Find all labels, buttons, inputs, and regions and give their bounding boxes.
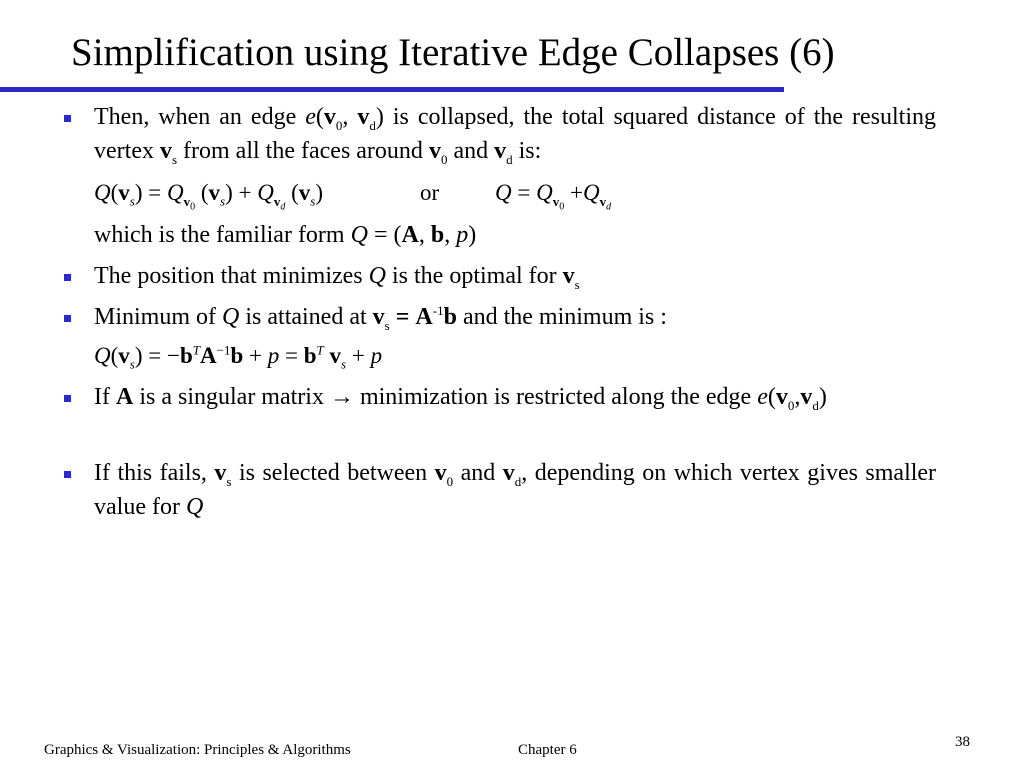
- math-sub-s: s: [129, 193, 135, 209]
- math-q: Q: [94, 343, 111, 368]
- math-q: Q: [257, 180, 274, 205]
- math-sub-s: s: [310, 193, 316, 209]
- subscript-s: s: [171, 151, 178, 167]
- minus-sign: −: [167, 343, 180, 368]
- bullet-marker: [64, 115, 71, 122]
- title-underline: [0, 87, 784, 92]
- bullet-3-text: and the minimum is :: [462, 304, 667, 330]
- bullet-1-text: is:: [518, 138, 542, 164]
- formula-or: or: [420, 180, 440, 205]
- bullet-3: [94, 300, 936, 334]
- math-v: v: [208, 180, 221, 205]
- bullet-5-text: is selected between: [238, 460, 428, 486]
- subscript-d: d: [812, 397, 819, 413]
- bullet-marker: [64, 471, 71, 478]
- bullet-3-text: Minimum of: [94, 304, 217, 330]
- math-q: Q: [185, 494, 204, 520]
- formula-short-form: $Q = Q_{v_0} +Q_{v_d}$: [495, 180, 612, 213]
- math-p: p: [267, 343, 280, 368]
- vector-v: v: [494, 138, 507, 164]
- math-p: p: [370, 343, 383, 368]
- math-b: b: [230, 343, 244, 368]
- math-v: v: [118, 180, 130, 205]
- math-v: v: [273, 193, 281, 209]
- subscript-0: 0: [446, 473, 454, 489]
- right-arrow-icon: →: [329, 384, 354, 410]
- transpose-mark: T: [192, 342, 201, 358]
- math-sub-s: s: [341, 356, 347, 372]
- math-q: Q: [495, 180, 512, 205]
- matrix-a: A: [401, 222, 419, 248]
- bullet-1-text: from all the faces around: [183, 138, 423, 164]
- math-v: v: [298, 180, 311, 205]
- bullet-2-text: The position that minimizes: [94, 263, 363, 289]
- matrix-a: A: [415, 304, 433, 330]
- bullet-1-text: Then, when an edge: [94, 104, 297, 130]
- bullet-4-text: is a singular matrix: [139, 384, 324, 410]
- inverse-mark: −1: [216, 342, 231, 358]
- math-a: A: [200, 343, 217, 368]
- vector-v: v: [159, 138, 172, 164]
- bullet-5-text: , depending on which vertex gives smaller value for: [94, 460, 937, 520]
- bullet-marker: [64, 395, 71, 402]
- math-q: Q: [536, 180, 553, 205]
- math-v: v: [552, 193, 560, 209]
- bullet-1-text: and: [453, 138, 489, 164]
- subscript-0: 0: [335, 117, 343, 133]
- footer-course-title: Graphics & Visualization: Principles & Algorithms: [44, 742, 351, 758]
- vector-v: v: [562, 263, 575, 289]
- vector-b: b: [443, 304, 457, 330]
- subscript-d: d: [369, 117, 376, 133]
- math-v: v: [599, 193, 607, 209]
- formula-sum-of-quadrics: $Q(v_s) = Q_{v_0}$ $(v_s) + Q_{v_d}$ $(v_s)$: [94, 180, 324, 213]
- bullet-2: [94, 259, 936, 293]
- math-v: v: [118, 343, 130, 368]
- vector-v: v: [800, 384, 813, 410]
- math-b: b: [303, 343, 317, 368]
- edge-symbol: e: [305, 104, 316, 130]
- superscript-inverse: -1: [432, 303, 444, 318]
- matrix-a: A: [115, 384, 134, 410]
- math-sub-0: 0: [559, 201, 565, 213]
- slide-title: Simplification using Iterative Edge Collapses (6): [71, 31, 835, 74]
- equals-sign: =: [395, 304, 410, 330]
- bullet-1-text: is collapsed, the total squared distance of the resulting vertex: [94, 104, 936, 164]
- vector-b: b: [430, 222, 445, 248]
- vector-v: v: [775, 384, 788, 410]
- bullet-4-text: If: [94, 384, 110, 410]
- subscript-d: d: [506, 151, 513, 167]
- vector-v: v: [214, 460, 227, 486]
- bullet-2-text: is the optimal for: [391, 263, 557, 289]
- subscript-s: s: [384, 317, 390, 333]
- bullet-marker: [64, 315, 71, 322]
- bullet-marker: [64, 274, 71, 281]
- familiar-form-text: which is the familiar form: [94, 222, 345, 248]
- math-q: Q: [94, 180, 111, 205]
- math-sub-s: s: [129, 356, 135, 372]
- bullet-5-text: If this fails,: [94, 460, 207, 486]
- math-q: Q: [167, 180, 184, 205]
- vector-v: v: [372, 304, 385, 330]
- familiar-form-line: which is the familiar form Q = (A, b, p): [94, 222, 477, 248]
- subscript-s: s: [226, 473, 232, 489]
- math-v: v: [329, 343, 342, 368]
- vector-v: v: [357, 104, 370, 130]
- subscript-d: d: [514, 473, 522, 489]
- vector-v: v: [323, 104, 336, 130]
- math-sub-d: d: [280, 201, 286, 213]
- transpose-mark: T: [316, 342, 324, 358]
- bullet-3-text: is attained at: [245, 304, 367, 330]
- footer-chapter: Chapter 6: [518, 742, 577, 758]
- equals-sign: =: [373, 222, 388, 248]
- scalar-p: p: [456, 222, 469, 248]
- bullet-5-text: and: [460, 460, 496, 486]
- bullet-4-text: minimization is restricted along the edge: [359, 384, 752, 410]
- vector-v: v: [428, 138, 441, 164]
- edge-symbol: e: [757, 384, 768, 410]
- math-q: Q: [582, 180, 600, 205]
- subscript-s: s: [574, 276, 580, 292]
- bullet-5: [94, 456, 936, 524]
- math-sub-d: d: [606, 201, 612, 213]
- page-number: 38: [955, 734, 970, 750]
- vector-v: v: [502, 460, 515, 486]
- math-v: v: [183, 193, 191, 209]
- math-q: Q: [368, 263, 386, 289]
- math-q: Q: [350, 222, 368, 248]
- math-q: Q: [222, 304, 240, 330]
- bullet-1: Then, when an edge $e(v_0$, $v_d$) is collapsed, the total squared distance of the resulting vertex $v_s$ from all the faces around $v_0$ and $v_d$ is:: [94, 104, 936, 167]
- subscript-0: 0: [440, 151, 448, 167]
- math-sub-0: 0: [190, 201, 196, 213]
- vector-v: v: [434, 460, 447, 486]
- math-b: b: [179, 343, 193, 368]
- formula-minimum-value: $Q(v_s) = -b^TA^{-1}b + p = b^T$ $v_s + p$: [94, 342, 383, 372]
- bullet-4: [94, 380, 936, 414]
- edge-notation: $e(v_0,v_d)$: [757, 384, 827, 413]
- math-sub-s: s: [220, 193, 226, 209]
- subscript-0: 0: [787, 397, 795, 413]
